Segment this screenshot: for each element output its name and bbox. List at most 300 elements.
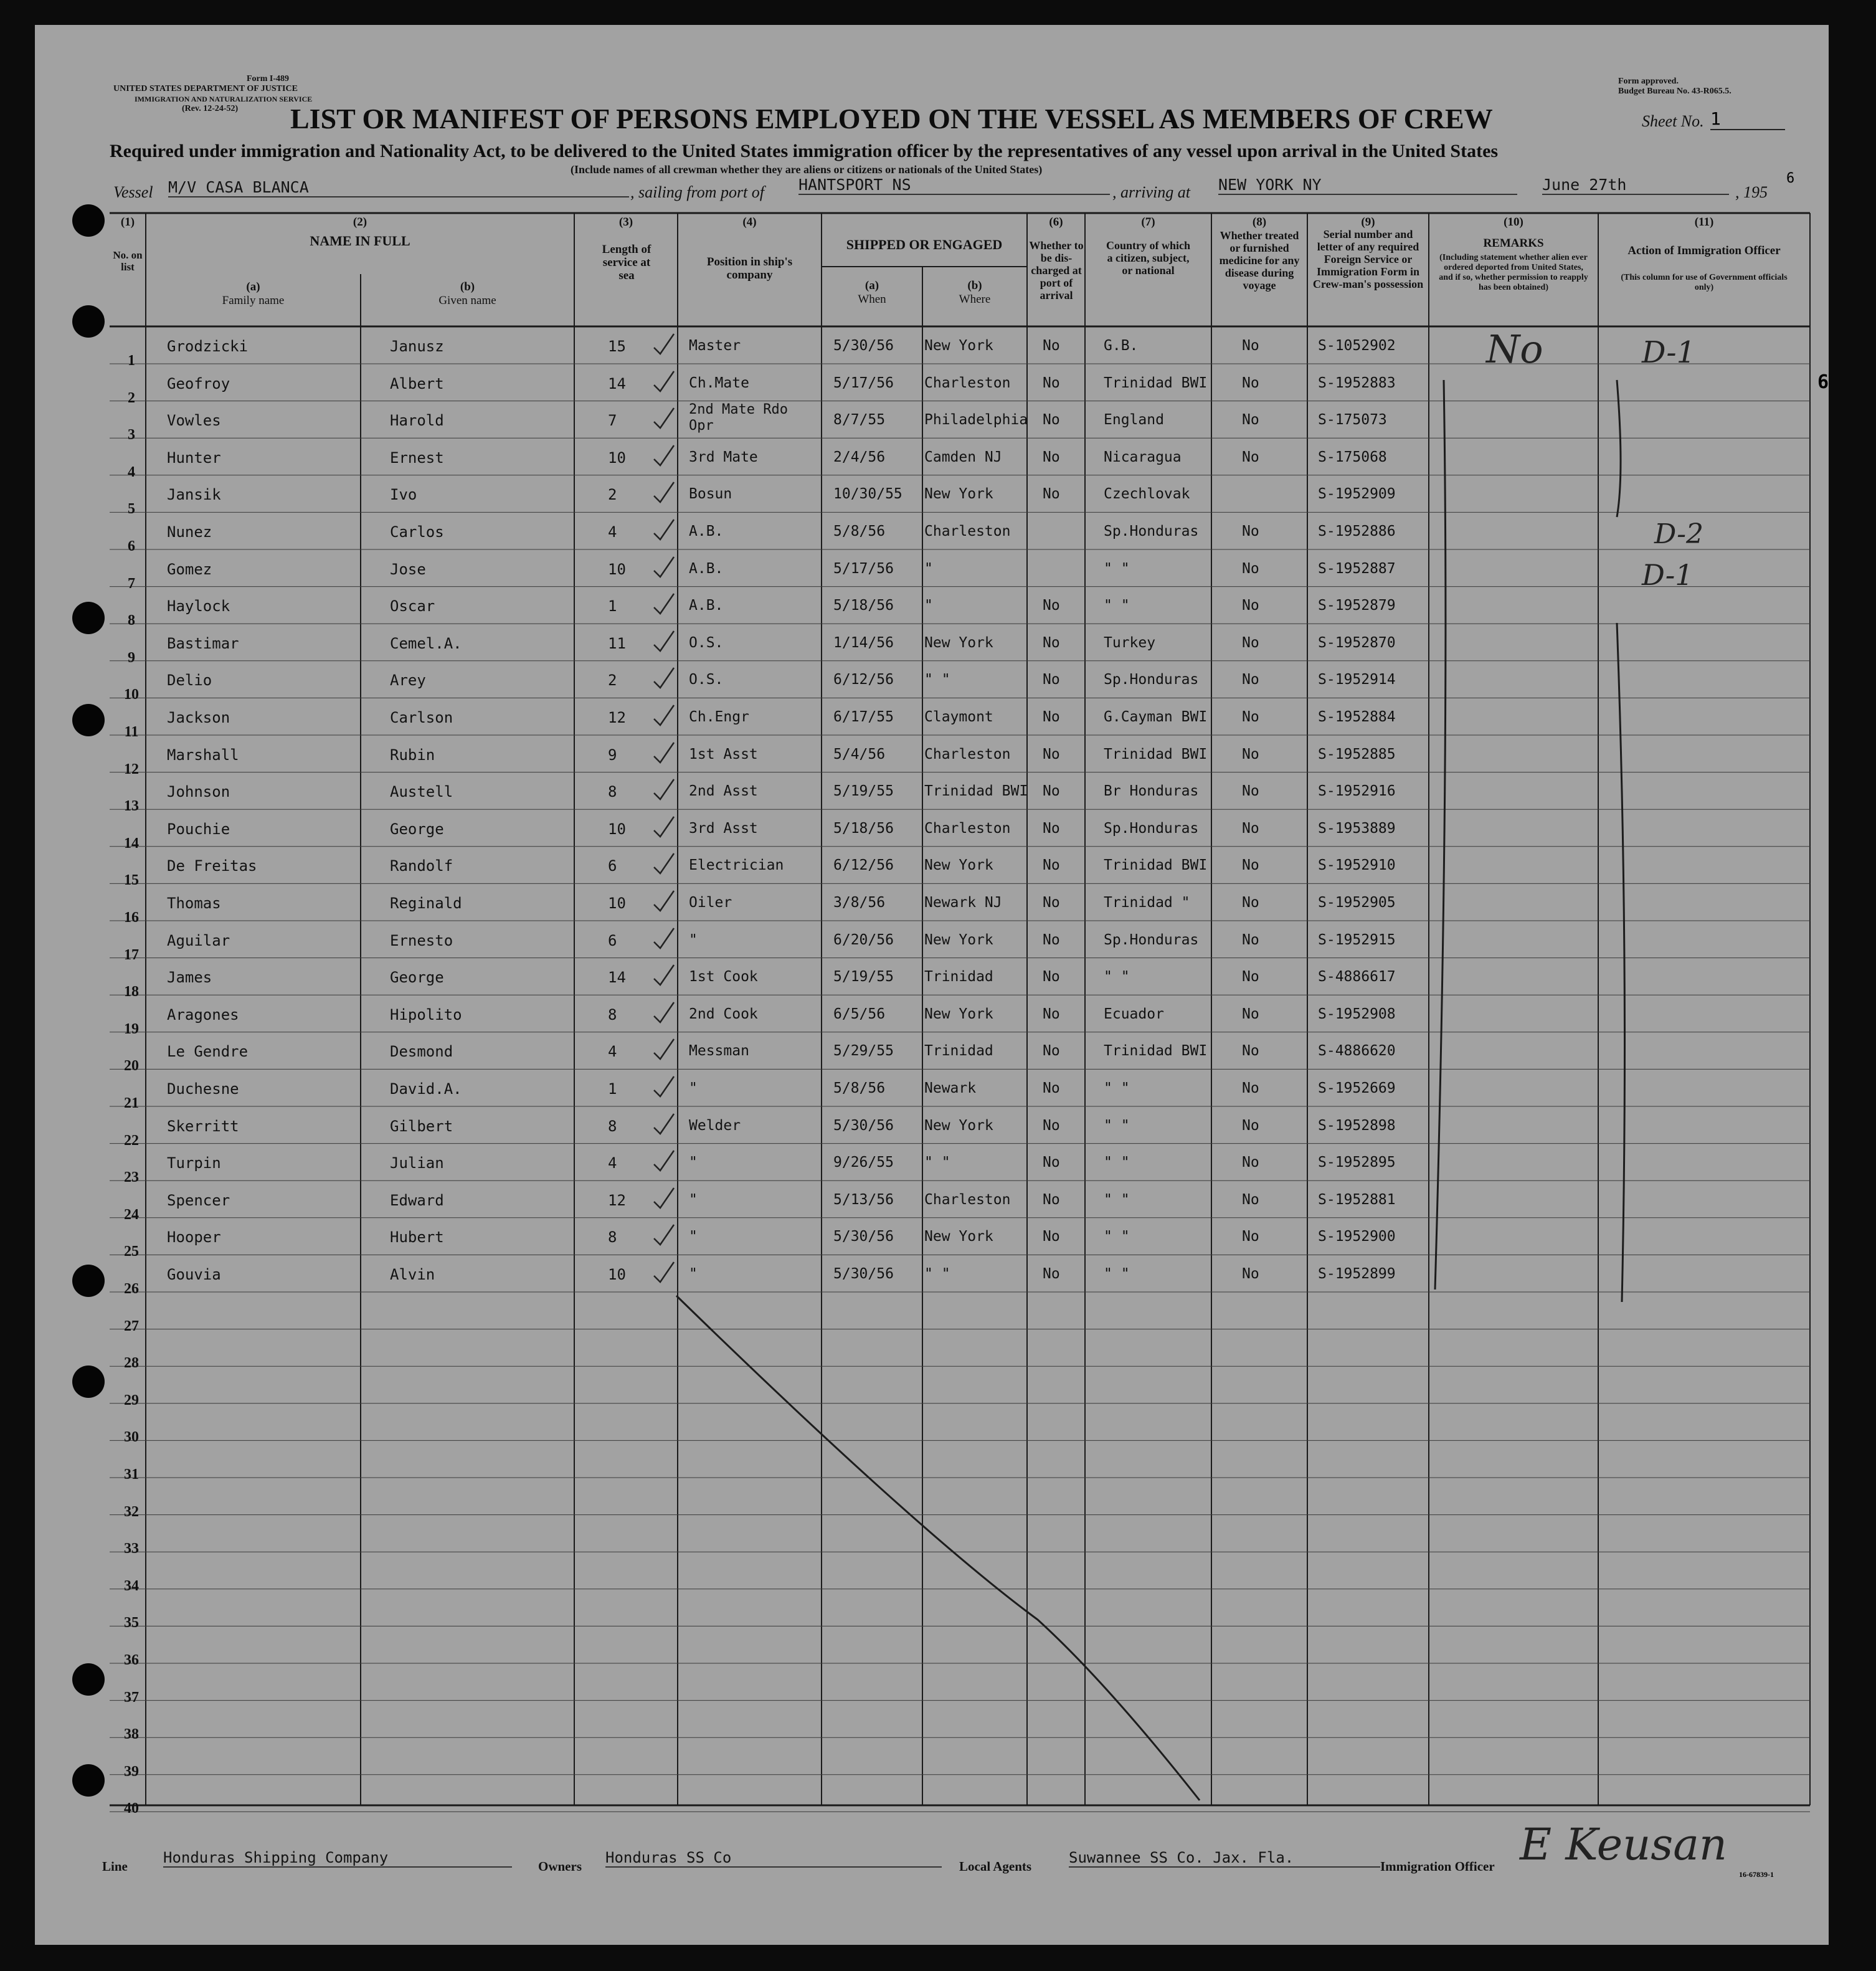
cell-serial: S-1952895	[1318, 1154, 1396, 1171]
cell-medicine: No	[1242, 1043, 1259, 1060]
cell-country: Nicaragua	[1104, 449, 1182, 465]
cell-given: Ernesto	[390, 931, 453, 949]
form-revision: (Rev. 12-24-52)	[182, 104, 239, 113]
check-mark-icon	[651, 1111, 676, 1136]
cell-country: Br Honduras	[1104, 783, 1199, 800]
row-number: 11	[124, 724, 139, 740]
col2b-number: (b)	[460, 280, 475, 293]
owners-value: Honduras SS Co	[605, 1849, 942, 1868]
cell-medicine: No	[1242, 412, 1259, 429]
cell-length: 6	[608, 931, 617, 949]
cell-length: 15	[608, 338, 626, 355]
action-handwritten-row6: D-2	[1654, 518, 1703, 550]
row-number: 22	[124, 1132, 139, 1149]
col10-header: REMARKS	[1483, 237, 1544, 250]
vessel-name: M/V CASA BLANCA	[168, 178, 629, 197]
cell-family: Jackson	[167, 709, 230, 726]
manifest-sheet	[35, 25, 1829, 1945]
cell-given: Reginald	[390, 895, 462, 912]
cell-serial: S-1952870	[1318, 634, 1396, 651]
cell-where: "	[924, 597, 933, 614]
cell-where: Trinidad	[924, 1043, 993, 1060]
cell-length: 2	[608, 672, 617, 690]
cell-position: 3rd Mate	[689, 449, 758, 465]
row-number: 17	[124, 946, 139, 963]
row-number: 25	[124, 1243, 139, 1260]
check-mark-icon	[651, 369, 676, 394]
cell-given: Rubin	[390, 746, 435, 764]
cell-where: New York	[924, 1228, 993, 1245]
check-mark-icon	[651, 740, 676, 765]
cell-length: 12	[608, 709, 626, 726]
margin-mark: 6	[1817, 371, 1829, 393]
cell-when: 6/5/56	[833, 1005, 886, 1022]
officer-signature: E Keusan	[1520, 1819, 1728, 1870]
cell-discharged: No	[1043, 672, 1060, 688]
row-number: 9	[128, 649, 135, 666]
row-number: 30	[124, 1429, 139, 1446]
form-note: (Include names of all crewman whether they are aliens or citizens or nationals of the United States)	[571, 163, 1043, 176]
cell-discharged: No	[1043, 820, 1060, 837]
check-mark-icon	[651, 629, 676, 653]
cell-position: "	[689, 1266, 698, 1282]
cell-discharged: No	[1043, 412, 1060, 429]
cell-family: Vowles	[167, 412, 221, 430]
cell-length: 4	[608, 523, 617, 541]
form-number: Form I-489	[247, 74, 290, 83]
cell-family: Marshall	[167, 746, 239, 764]
cell-position: 2nd Asst	[689, 783, 758, 800]
cell-when: 5/18/56	[833, 597, 894, 614]
cell-family: Geofroy	[167, 374, 230, 392]
cell-medicine: No	[1242, 1191, 1259, 1208]
cell-when: 5/29/55	[833, 1043, 894, 1060]
cell-discharged: No	[1043, 709, 1060, 725]
cell-country: " "	[1104, 1080, 1130, 1096]
col11-header: Action of Immigration Officer	[1627, 244, 1781, 257]
cell-position: Welder	[689, 1117, 741, 1134]
row-number: 19	[124, 1020, 139, 1037]
cell-given: George	[390, 969, 444, 987]
cell-given: Harold	[390, 412, 444, 430]
cell-given: George	[390, 820, 444, 838]
row-number: 1	[128, 353, 135, 369]
cell-position: 1st Cook	[689, 969, 758, 985]
cell-discharged: No	[1043, 597, 1060, 614]
cell-given: Cemel.A.	[390, 634, 462, 652]
cell-serial: S-1952900	[1318, 1228, 1396, 1245]
cell-serial: S-1952881	[1318, 1191, 1396, 1208]
cell-position: "	[689, 1080, 698, 1096]
col5a-header: When	[858, 293, 886, 306]
form-title: LIST OR MANIFEST OF PERSONS EMPLOYED ON THE VESSEL AS MEMBERS OF CREW	[290, 103, 1493, 135]
cell-discharged: No	[1043, 931, 1060, 948]
cell-when: 5/30/56	[833, 1228, 894, 1245]
cell-family: Haylock	[167, 597, 230, 615]
cell-where: " "	[924, 1154, 950, 1171]
row-number: 18	[124, 984, 139, 1000]
cell-family: Thomas	[167, 895, 221, 912]
cell-country: Turkey	[1104, 634, 1156, 651]
cell-family: Bastimar	[167, 634, 239, 652]
form-approved: Form approved.	[1618, 77, 1679, 86]
cell-given: Austell	[390, 783, 453, 801]
cell-family: Hunter	[167, 449, 221, 467]
cell-length: 10	[608, 820, 626, 838]
check-mark-icon	[651, 443, 676, 468]
cell-country: G.Cayman BWI	[1104, 709, 1208, 725]
cell-medicine: No	[1242, 634, 1259, 651]
cell-where: Newark NJ	[924, 895, 1002, 911]
budget-bureau-no: Budget Bureau No. 43-R065.5.	[1618, 87, 1732, 96]
col2a-number: (a)	[246, 280, 260, 293]
cell-medicine: No	[1242, 746, 1259, 762]
cell-medicine: No	[1242, 338, 1259, 354]
shipping-line: Honduras Shipping Company	[163, 1849, 512, 1868]
year-digit: 6	[1786, 171, 1795, 186]
cell-length: 11	[608, 634, 626, 652]
cell-country: G.B.	[1104, 338, 1139, 354]
cell-medicine: No	[1242, 1228, 1259, 1245]
cell-when: 5/4/56	[833, 746, 886, 762]
cell-length: 12	[608, 1191, 626, 1209]
cell-when: 9/26/55	[833, 1154, 894, 1171]
cell-medicine: No	[1242, 1266, 1259, 1282]
cell-serial: S-1952905	[1318, 895, 1396, 911]
action-handwritten-row7: D-1	[1642, 558, 1694, 592]
cell-given: David.A.	[390, 1080, 462, 1098]
check-mark-icon	[651, 888, 676, 913]
cell-medicine: No	[1242, 1080, 1259, 1096]
cell-serial: S-1952909	[1318, 486, 1396, 503]
department-name: UNITED STATES DEPARTMENT OF JUSTICE	[113, 84, 298, 93]
cell-serial: S-1952886	[1318, 523, 1396, 539]
cell-position: Oiler	[689, 895, 732, 911]
sailing-port: HANTSPORT NS	[798, 176, 1110, 195]
cell-country: Czechlovak	[1104, 486, 1190, 503]
cell-discharged: No	[1043, 1005, 1060, 1022]
sheet-label: Sheet No.	[1642, 112, 1704, 130]
cell-country: " "	[1104, 1117, 1130, 1134]
check-mark-icon	[651, 665, 676, 690]
cell-given: Ernest	[390, 449, 444, 467]
cell-when: 5/18/56	[833, 820, 894, 837]
row-number: 23	[124, 1169, 139, 1186]
col9-header: Serial number and letter of any required Foreign Service or Immigration Form in Crew-man's possession	[1312, 228, 1424, 290]
cell-when: 6/12/56	[833, 857, 894, 874]
cell-discharged: No	[1043, 1117, 1060, 1134]
cell-length: 10	[608, 449, 626, 467]
cell-position: 2nd Mate Rdo Opr	[689, 402, 788, 434]
check-mark-icon	[651, 517, 676, 542]
cell-family: Le Gendre	[167, 1043, 249, 1061]
row-number: 39	[124, 1763, 139, 1780]
cell-serial: S-4886617	[1318, 969, 1396, 985]
check-mark-icon	[651, 703, 676, 728]
cell-medicine: No	[1242, 857, 1259, 874]
row-number: 3	[128, 427, 135, 444]
cell-medicine: No	[1242, 1154, 1259, 1171]
cell-family: Johnson	[167, 783, 230, 801]
check-mark-icon	[651, 1000, 676, 1025]
col2b-header: Given name	[438, 294, 496, 307]
cell-where: New York	[924, 857, 993, 874]
cell-family: James	[167, 969, 212, 987]
cell-length: 7	[608, 412, 617, 430]
cell-serial: S-1953889	[1318, 820, 1396, 837]
cell-given: Albert	[390, 374, 444, 392]
check-mark-icon	[651, 1074, 676, 1099]
cell-family: Nunez	[167, 523, 212, 541]
cell-family: Delio	[167, 672, 212, 690]
cell-medicine: No	[1242, 597, 1259, 614]
cell-serial: S-1052902	[1318, 338, 1396, 354]
sheet-number: 1	[1710, 108, 1785, 130]
col1-header: No. on list	[113, 249, 143, 273]
row-number: 4	[128, 463, 135, 480]
cell-family: Duchesne	[167, 1080, 239, 1098]
cell-position: "	[689, 931, 698, 948]
cell-family: Aragones	[167, 1005, 239, 1023]
cell-family: Turpin	[167, 1154, 221, 1172]
arriving-label: , arriving at	[1112, 183, 1190, 201]
cell-where: Charleston	[924, 820, 1011, 837]
cell-discharged: No	[1043, 1043, 1060, 1060]
cell-where: Charleston	[924, 1191, 1011, 1208]
print-code: 16-67839-1	[1739, 1870, 1774, 1879]
cell-given: Desmond	[390, 1043, 453, 1061]
check-mark-icon	[651, 406, 676, 430]
cell-country: England	[1104, 412, 1164, 429]
sailing-label: , sailing from port of	[630, 183, 765, 201]
col8-number: (8)	[1252, 216, 1267, 229]
col2-number: (2)	[353, 216, 367, 229]
cell-family: Aguilar	[167, 931, 230, 949]
cell-when: 8/7/55	[833, 412, 886, 429]
col2-header: NAME IN FULL	[310, 233, 410, 249]
cell-given: Julian	[390, 1154, 444, 1172]
cell-country: " "	[1104, 1154, 1130, 1171]
cell-medicine: No	[1242, 820, 1259, 837]
check-mark-icon	[651, 480, 676, 505]
cell-medicine: No	[1242, 1005, 1259, 1022]
cell-where: Philadelphia	[924, 412, 1028, 429]
cell-country: Sp.Honduras	[1104, 820, 1199, 837]
row-number: 21	[124, 1095, 139, 1111]
cell-given: Edward	[390, 1191, 444, 1209]
cell-position: A.B.	[689, 560, 724, 577]
cell-given: Carlson	[390, 709, 453, 726]
cell-discharged: No	[1043, 783, 1060, 800]
action-handwritten-row1: D-1	[1642, 335, 1696, 370]
cell-length: 8	[608, 1005, 617, 1023]
row-number: 27	[124, 1318, 139, 1334]
cell-when: 5/30/56	[833, 1117, 894, 1134]
cell-discharged: No	[1043, 895, 1060, 911]
row-number: 33	[124, 1541, 139, 1557]
cell-discharged: No	[1043, 374, 1060, 391]
col5b-number: (b)	[967, 279, 982, 292]
cell-position: O.S.	[689, 634, 724, 651]
cell-serial: S-1952910	[1318, 857, 1396, 874]
row-number: 35	[124, 1615, 139, 1631]
row-number: 7	[128, 575, 135, 592]
cell-when: 5/8/56	[833, 523, 886, 539]
cell-medicine: No	[1242, 560, 1259, 577]
cell-serial: S-1952898	[1318, 1117, 1396, 1134]
cell-country: Sp.Honduras	[1104, 931, 1199, 948]
cell-position: 2nd Cook	[689, 1005, 758, 1022]
cell-given: Gilbert	[390, 1117, 453, 1135]
cell-length: 2	[608, 486, 617, 504]
cell-where: Camden NJ	[924, 449, 1002, 465]
cell-country: " "	[1104, 1228, 1130, 1245]
cell-serial: S-1952916	[1318, 783, 1396, 800]
cell-length: 9	[608, 746, 617, 764]
row-number: 6	[128, 538, 135, 554]
owners-label: Owners	[538, 1859, 582, 1874]
cell-position: 1st Asst	[689, 746, 758, 762]
cell-length: 14	[608, 969, 626, 987]
row-number: 20	[124, 1058, 139, 1075]
col11-note: (This column for use of Government officials only)	[1621, 273, 1788, 292]
check-mark-icon	[651, 331, 676, 356]
cell-medicine: No	[1242, 672, 1259, 688]
cell-where: " "	[924, 672, 950, 688]
cell-position: Bosun	[689, 486, 732, 503]
cell-serial: S-175073	[1318, 412, 1387, 429]
cell-serial: S-1952915	[1318, 931, 1396, 948]
cell-where: New York	[924, 931, 993, 948]
col9-number: (9)	[1361, 216, 1375, 229]
cell-medicine: No	[1242, 523, 1259, 539]
cell-length: 10	[608, 895, 626, 912]
row-number: 40	[124, 1800, 139, 1817]
cell-when: 5/17/56	[833, 560, 894, 577]
row-number: 8	[128, 612, 135, 629]
cell-medicine: No	[1242, 709, 1259, 725]
cell-medicine: No	[1242, 931, 1259, 948]
cell-when: 6/12/56	[833, 672, 894, 688]
col7-number: (7)	[1141, 216, 1155, 229]
check-mark-icon	[651, 554, 676, 579]
row-number: 16	[124, 910, 139, 926]
cell-when: 5/19/55	[833, 969, 894, 985]
col10-number: (10)	[1504, 216, 1523, 229]
cell-when: 5/8/56	[833, 1080, 886, 1096]
cell-when: 5/30/56	[833, 1266, 894, 1282]
form-subtitle: Required under immigration and Nationality Act, to be delivered to the United States immigration officer by the representatives of any vessel upon arrival in the United States	[110, 141, 1499, 161]
check-mark-icon	[651, 851, 676, 876]
cell-medicine: No	[1242, 895, 1259, 911]
col5a-number: (a)	[865, 279, 879, 292]
row-number: 28	[124, 1355, 139, 1372]
col4-number: (4)	[742, 216, 757, 229]
col3-header: Length of service at sea	[602, 243, 651, 282]
cell-length: 1	[608, 1080, 617, 1098]
cell-country: Trinidad "	[1104, 895, 1190, 911]
arriving-port: NEW YORK NY	[1218, 176, 1517, 195]
row-number: 36	[124, 1652, 139, 1668]
cell-country: " "	[1104, 969, 1130, 985]
cell-discharged: No	[1043, 486, 1060, 503]
cell-serial: S-1952885	[1318, 746, 1396, 762]
check-mark-icon	[651, 777, 676, 802]
cell-given: Oscar	[390, 597, 435, 615]
cell-medicine: No	[1242, 783, 1259, 800]
cell-length: 8	[608, 783, 617, 801]
cell-discharged: No	[1043, 1080, 1060, 1096]
cell-family: Gomez	[167, 560, 212, 578]
cell-given: Alvin	[390, 1266, 435, 1283]
row-number: 24	[124, 1206, 139, 1223]
line-label: Line	[102, 1859, 128, 1874]
cell-length: 14	[608, 374, 626, 392]
cell-position: Ch.Engr	[689, 709, 749, 725]
col1-number: (1)	[120, 216, 135, 229]
cell-discharged: No	[1043, 449, 1060, 465]
cell-medicine: No	[1242, 374, 1259, 391]
cell-where: New York	[924, 1005, 993, 1022]
cell-given: Hubert	[390, 1228, 444, 1247]
cell-when: 2/4/56	[833, 449, 886, 465]
cell-where: Newark	[924, 1080, 977, 1096]
row-number: 13	[124, 798, 139, 815]
cell-medicine: No	[1242, 969, 1259, 985]
cell-where: Claymont	[924, 709, 993, 725]
cell-country: Ecuador	[1104, 1005, 1164, 1022]
service-name: IMMIGRATION AND NATURALIZATION SERVICE	[135, 95, 313, 103]
cell-given: Arey	[390, 672, 426, 690]
cell-when: 10/30/55	[833, 486, 902, 503]
check-mark-icon	[651, 814, 676, 839]
check-mark-icon	[651, 1185, 676, 1210]
cell-where: Trinidad	[924, 969, 993, 985]
cell-given: Carlos	[390, 523, 444, 541]
row-number: 12	[124, 761, 139, 777]
cell-country: " "	[1104, 560, 1130, 577]
col5b-header: Where	[959, 293, 991, 306]
cell-discharged: No	[1043, 1154, 1060, 1171]
cell-position: A.B.	[689, 523, 724, 539]
cell-serial: S-175068	[1318, 449, 1387, 465]
cell-serial: S-1952879	[1318, 597, 1396, 614]
cell-serial: S-1952914	[1318, 672, 1396, 688]
cell-where: Charleston	[924, 374, 1011, 391]
cell-serial: S-4886620	[1318, 1043, 1396, 1060]
cell-family: Jansik	[167, 486, 221, 504]
cell-where: Charleston	[924, 523, 1011, 539]
cell-length: 1	[608, 597, 617, 615]
cell-position: "	[689, 1154, 698, 1171]
col10-note: (Including statement whether alien ever ordered deported from United States, and if so, whether permission to reapply has been obtained)	[1439, 253, 1588, 292]
cell-country: Trinidad BWI	[1104, 857, 1208, 874]
row-number: 26	[124, 1281, 139, 1297]
cell-country: " "	[1104, 1266, 1130, 1282]
cell-when: 5/17/56	[833, 374, 894, 391]
cell-when: 6/17/55	[833, 709, 894, 725]
cell-where: "	[924, 560, 933, 577]
cell-length: 6	[608, 857, 617, 875]
col7-header: Country of which a citizen, subject, or national	[1106, 239, 1191, 277]
cell-family: Pouchie	[167, 820, 230, 838]
cell-position: "	[689, 1191, 698, 1208]
col3-number: (3)	[618, 216, 633, 229]
check-mark-icon	[651, 926, 676, 951]
cell-family: Skerritt	[167, 1117, 239, 1135]
row-number: 15	[124, 872, 139, 889]
row-number: 38	[124, 1726, 139, 1743]
